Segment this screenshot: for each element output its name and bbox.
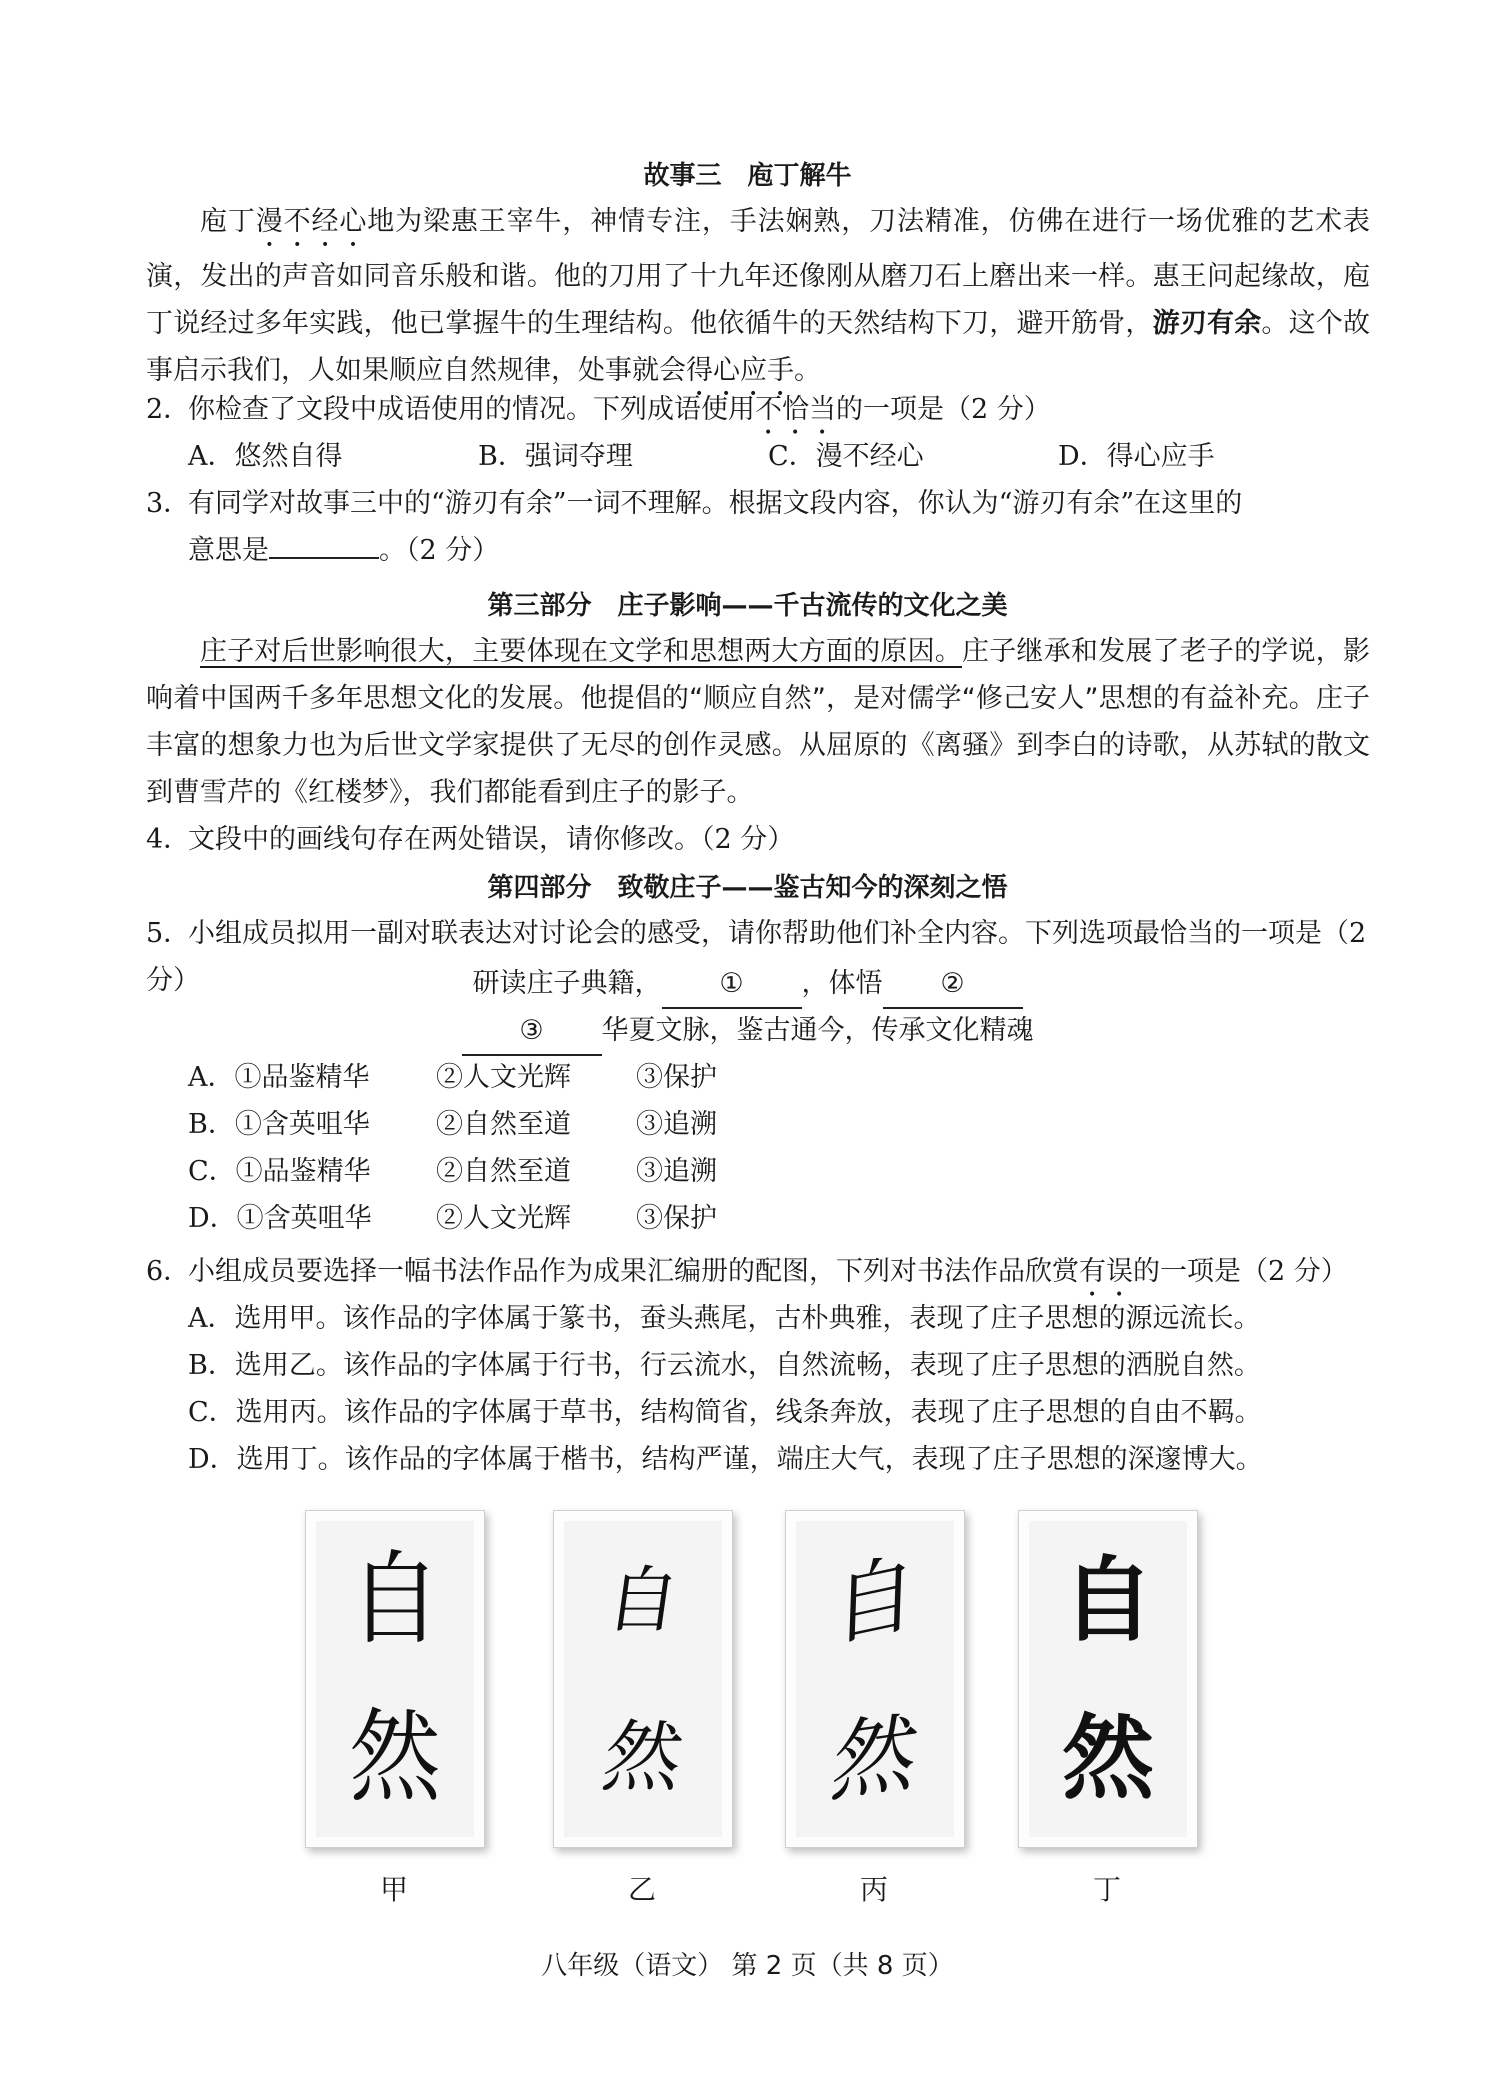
page-footer: 八年级（语文） 第 2 页（共 8 页）: [541, 1951, 954, 1981]
question-6-option-a: A．选用甲。该作品的字体属于篆书，蚕头燕尾，古朴典雅，表现了庄子思想的源远流长。: [188, 1303, 1261, 1334]
story3-text-b: 地为梁惠王宰牛，神情专注，手法娴熟，刀法精准，仿佛在进行一场优雅的艺术表演，发出的声音如同音乐般和谐。他的刀用了十九年还像刚从磨刀石上磨出来一样。惠王问起缘故，庖丁说经过多年实践，他已掌握牛的生理结构。他依循牛的天然结构下刀，避开筋骨，: [146, 206, 1371, 339]
story3-title: 故事三 庖丁解牛: [643, 161, 852, 191]
question-3-line2-b: 。（2 分）: [379, 535, 500, 566]
question-2-number: 2．: [146, 394, 191, 425]
question-4-number: 4．: [146, 824, 191, 855]
story3-text-d: 。: [794, 355, 821, 386]
part4-title: 第四部分 致敬庄子——鉴古知今的深刻之悟: [487, 873, 1008, 903]
caption-bing: 丙: [859, 1873, 888, 1906]
calligraphy-card-yi: [553, 1510, 733, 1848]
caption-jia: 甲: [379, 1873, 408, 1906]
question-5-number: 5．: [146, 918, 191, 949]
question-6-number: 6．: [146, 1256, 191, 1287]
question-3-answer-blank[interactable]: [269, 557, 379, 559]
question-3-number: 3．: [146, 488, 191, 519]
option-c-part-3: ③追溯: [636, 1156, 717, 1187]
question-6-option-b: B．选用乙。该作品的字体属于行书，行云流水，自然流畅，表现了庄子思想的洒脱自然。: [188, 1350, 1261, 1381]
question-2-stem-b: 的一项是（2 分）: [836, 394, 1051, 425]
calligraphy-glyph-top: 自: [348, 1540, 441, 1659]
part3-title: 第三部分 庄子影响——千古流传的文化之美: [487, 591, 1008, 621]
question-5-option-b: [188, 1101, 717, 1148]
story3-text-c: 。这个故事启示我们，人如果顺应自然规律，处事就会: [146, 308, 1371, 386]
option-a-part-2: ②人文光辉: [436, 1062, 571, 1093]
option-b-part-2: ②自然至道: [436, 1109, 571, 1140]
calligraphy-image-ding: [1029, 1521, 1187, 1837]
couplet-text-c: 华夏文脉，鉴古通今，传承文化精魂: [601, 1015, 1034, 1046]
question-6-option-d: D．选用丁。该作品的字体属于楷书，结构严谨，端庄大气，表现了庄子思想的深邃博大。: [188, 1444, 1263, 1475]
calligraphy-glyph-bottom: 然: [1061, 1704, 1154, 1812]
couplet-blank-2: ②: [883, 960, 1023, 1009]
question-5-option-d: [188, 1195, 717, 1242]
option-a-part-1: A．①品鉴精华: [188, 1062, 370, 1093]
option-c-part-2: ②自然至道: [436, 1156, 571, 1187]
question-6-stem-a: 小组成员要选择一幅书法作品作为成果汇编册的配图，下列对书法作品欣赏: [188, 1256, 1079, 1287]
question-3-line2: [146, 527, 1370, 574]
calligraphy-card-jia: [305, 1510, 485, 1848]
story3-bold-idiom: 游刃有余: [1152, 308, 1262, 339]
calligraphy-card-bing: [785, 1510, 965, 1848]
calligraphy-image-yi: [564, 1521, 722, 1837]
couplet-line-1: [0, 960, 1495, 1009]
question-6-stem-b: 的一项是（2 分）: [1133, 1256, 1348, 1287]
calligraphy-image-jia: [316, 1521, 474, 1837]
calligraphy-glyph-top: 自: [601, 1558, 685, 1642]
calligraphy-card-ding: [1018, 1510, 1198, 1848]
story3-dotted-idiom-2: 得心应手: [686, 355, 794, 386]
question-6-stem-dotted: 有误: [1079, 1256, 1133, 1287]
calligraphy-glyph-bottom: 然: [596, 1713, 690, 1803]
calligraphy-glyph-bottom: 然: [348, 1698, 441, 1817]
couplet-blank-3: ③: [462, 1007, 602, 1056]
question-4-stem: 文段中的画线句存在两处错误，请你修改。（2 分）: [188, 824, 795, 855]
option-c-part-1: C．①品鉴精华: [188, 1156, 371, 1187]
question-3: [146, 480, 1370, 527]
option-b-part-3: ③追溯: [636, 1109, 717, 1140]
story3-paragraph: [146, 198, 1370, 402]
option-d-part-3: ③保护: [636, 1203, 717, 1234]
calligraphy-glyph-bottom: 然: [825, 1700, 925, 1816]
question-2-stem-a: 你检查了文段中成语使用的情况。下列成语使用: [188, 394, 755, 425]
question-3-line2-a: 意思是: [188, 535, 269, 566]
caption-ding: 丁: [1092, 1873, 1121, 1906]
question-5-option-a: [188, 1054, 717, 1101]
question-5-stem: 小组成员拟用一副对联表达对讨论会的感受，请你帮助他们补全内容。下列选项最恰当的一项是（2 分）: [146, 918, 1367, 996]
question-2-option-b: B．强词夺理: [478, 441, 633, 472]
story3-dotted-idiom: 漫不经心: [255, 206, 368, 237]
part3-text: 庄子继承和发展了老子的学说，影响着中国两千多年思想文化的发展。他提倡的“顺应自然”，是对儒学“修己安人”思想的有益补充。庄子丰富的想象力也为后世文学家提供了无尽的创作灵感。从屈原的《离骚》到李白的诗歌，从苏轼的散文到曹雪芹的《红楼梦》，我们都能看到庄子的影子。: [146, 636, 1370, 808]
couplet-text-b: ，体悟: [801, 968, 883, 999]
calligraphy-glyph-top: 自: [1061, 1546, 1154, 1654]
calligraphy-image-bing: [796, 1521, 954, 1837]
question-2-stem-dotted: 不恰当: [755, 394, 836, 425]
option-b-part-1: B．①含英咀华: [188, 1109, 370, 1140]
option-d-part-2: ②人文光辉: [436, 1203, 571, 1234]
couplet-text-a: 研读庄子典籍，: [472, 968, 662, 999]
question-5-options: [188, 1054, 717, 1242]
question-4: [146, 816, 1370, 863]
question-2-options: [188, 433, 1370, 480]
option-a-part-3: ③保护: [636, 1062, 717, 1093]
calligraphy-glyph-top: 自: [832, 1540, 918, 1660]
question-5-option-c: [188, 1148, 717, 1195]
caption-yi: 乙: [627, 1873, 656, 1906]
question-3-stem: 有同学对故事三中的“游刃有余”一词不理解。根据文段内容，你认为“游刃有余”在这里的: [188, 488, 1243, 519]
part3-underlined-sentence: 庄子对后世影响很大，主要体现在文学和思想两大方面的原因。: [200, 636, 962, 667]
option-d-part-1: D．①含英咀华: [188, 1203, 372, 1234]
question-2-option-c: C．漫不经心: [768, 441, 924, 472]
couplet-line-2: [0, 1007, 1495, 1056]
question-6-option-c: C．选用丙。该作品的字体属于草书，结构简省，线条奔放，表现了庄子思想的自由不羁。: [188, 1397, 1262, 1428]
couplet-blank-1: ①: [662, 960, 802, 1009]
part3-paragraph: [146, 628, 1370, 816]
question-2-option-d: D．得心应手: [1058, 441, 1215, 472]
story3-text-a: 庖丁: [200, 206, 256, 237]
question-6-options: [188, 1295, 1370, 1483]
question-2-option-a: A．悠然自得: [188, 441, 343, 472]
